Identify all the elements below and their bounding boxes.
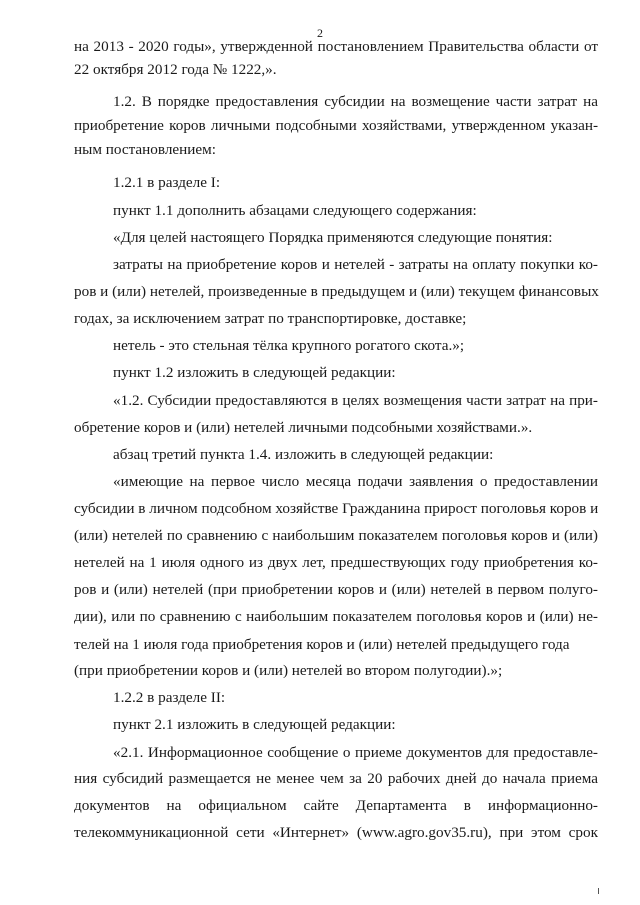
text-line: телекоммуникационной сети «Интернет» (www.agro.gov35.ru), при этом срок [74, 824, 598, 841]
text-line: 22 октября 2012 года № 1222,». [74, 61, 277, 78]
text-line: ров и (или) нетелей (при приобретении коров и (или) нетелей в первом полуго- [74, 581, 598, 598]
text-line: затраты на приобретение коров и нетелей - затраты на оплату покупки ко- [113, 256, 598, 273]
text-line: «имеющие на первое число месяца подачи заявления о предоставлении [113, 473, 598, 490]
text-line: дии), или по сравнению с наибольшим показателем поголовья коров и (или) не- [74, 608, 598, 625]
text-line: ров и (или) нетелей, произведенные в предыдущем и (или) текущем финансовых [74, 283, 599, 300]
text-line: «Для целей настоящего Порядка применяются следующие понятия: [113, 229, 553, 246]
text-line: 1.2.2 в разделе II: [113, 689, 226, 706]
text-line: (при приобретении коров и (или) нетелей во втором полугодии).»; [74, 662, 503, 679]
text-line: документов на официальном сайте Департамента в информационно- [74, 797, 598, 814]
text-line: ния субсидий размещается не менее чем за 20 рабочих дней до начала приема [74, 770, 598, 787]
scan-mark [598, 888, 599, 894]
text-line: на 2013 - 2020 годы», утвержденной постановлением Правительства области от [74, 38, 598, 55]
page-number: 2 [317, 26, 323, 40]
text-line: (или) нетелей по сравнению с наибольшим показателем поголовья коров и (или) [74, 527, 598, 544]
text-line: абзац третий пункта 1.4. изложить в следующей редакции: [113, 446, 494, 463]
text-line: ным постановлением: [74, 141, 216, 158]
text-line: пункт 2.1 изложить в следующей редакции: [113, 716, 396, 733]
text-line: телей на 1 июля года приобретения коров и (или) нетелей предыдущего года [74, 636, 570, 653]
text-line: пункт 1.2 изложить в следующей редакции: [113, 364, 396, 381]
text-line: 1.2.1 в разделе I: [113, 174, 221, 191]
text-line: пункт 1.1 дополнить абзацами следующего содержания: [113, 202, 477, 219]
text-line: «1.2. Субсидии предоставляются в целях возмещения части затрат на при- [113, 392, 598, 409]
text-line: 1.2. В порядке предоставления субсидии на возмещение части затрат на [113, 93, 598, 110]
text-line: годах, за исключением затрат по транспортировке, доставке; [74, 310, 467, 327]
text-line: субсидии в личном подсобном хозяйстве Гражданина прирост поголовья коров и [74, 500, 599, 517]
text-line: обретение коров и (или) нетелей личными подсобными хозяйствами.». [74, 419, 533, 436]
text-line: «2.1. Информационное сообщение о приеме документов для предоставле- [113, 744, 598, 761]
text-line: приобретение коров личными подсобными хозяйствами, утвержденном указан- [74, 117, 598, 134]
text-line: нетелей на 1 июля одного из двух лет, предшествующих году приобретения ко- [74, 554, 598, 571]
text-line: нетель - это стельная тёлка крупного рогатого скота.»; [113, 337, 465, 354]
